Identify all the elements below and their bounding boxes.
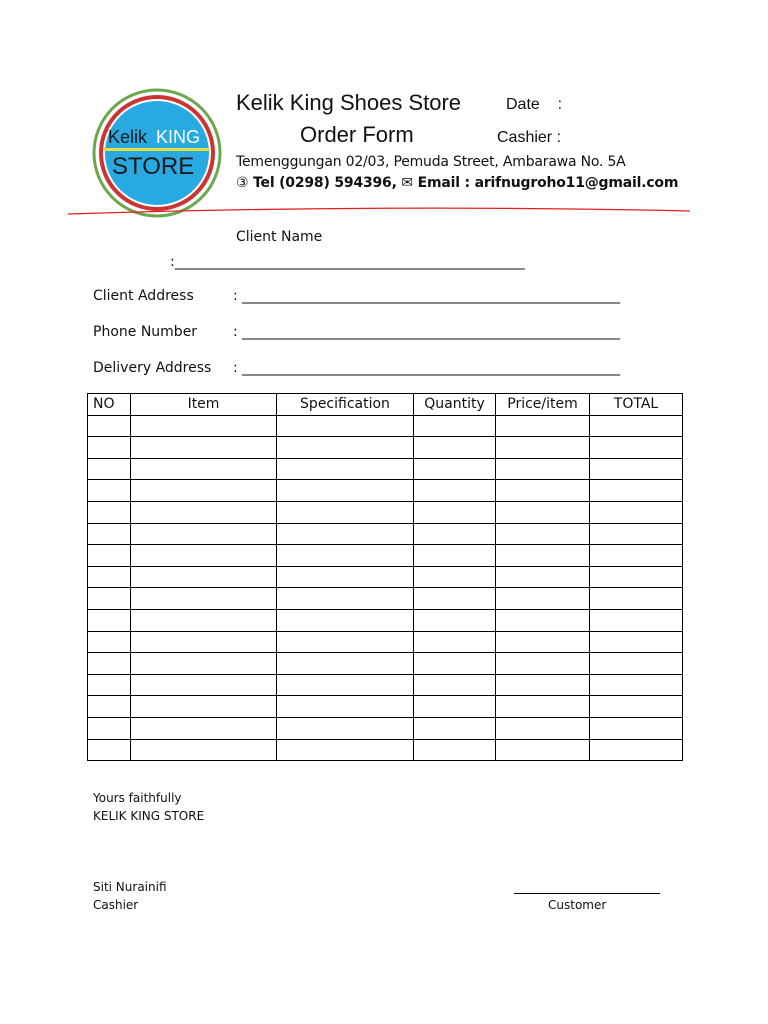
- client-address-field[interactable]: : ______________________________________________________: [233, 288, 621, 304]
- table-cell[interactable]: [277, 739, 414, 761]
- table-cell[interactable]: [590, 566, 683, 588]
- table-cell[interactable]: [131, 674, 277, 696]
- table-cell[interactable]: [131, 609, 277, 631]
- cashier-role: Cashier: [93, 898, 139, 912]
- client-name-field[interactable]: :__________________________________________________: [170, 254, 525, 270]
- table-header-row: [88, 394, 683, 416]
- table-cell[interactable]: [131, 458, 277, 480]
- logo-word-king: KING: [156, 127, 201, 147]
- table-cell[interactable]: [590, 609, 683, 631]
- table-cell[interactable]: [496, 458, 590, 480]
- table-cell[interactable]: [131, 501, 277, 523]
- table-cell[interactable]: [131, 739, 277, 761]
- delivery-address-label: Delivery Address: [93, 360, 212, 376]
- table-cell[interactable]: [88, 653, 131, 675]
- table-row: [88, 545, 683, 567]
- table-cell[interactable]: [414, 415, 496, 437]
- table-cell[interactable]: [88, 696, 131, 718]
- table-cell[interactable]: [496, 653, 590, 675]
- table-cell[interactable]: [131, 437, 277, 459]
- logo-word-kelik: Kelik: [108, 127, 148, 147]
- table-cell[interactable]: [496, 501, 590, 523]
- cashier-name: Siti Nurainifi: [93, 880, 167, 894]
- table-cell[interactable]: [590, 631, 683, 653]
- table-cell[interactable]: [496, 674, 590, 696]
- table-row: [88, 653, 683, 675]
- contact-line: [236, 175, 678, 191]
- table-cell[interactable]: [590, 653, 683, 675]
- store-logo: [92, 88, 222, 218]
- table-cell[interactable]: [590, 739, 683, 761]
- table-cell[interactable]: [590, 480, 683, 502]
- table-cell[interactable]: [590, 437, 683, 459]
- table-cell[interactable]: [496, 717, 590, 739]
- table-cell[interactable]: [277, 437, 414, 459]
- table-row: [88, 674, 683, 696]
- table-row: [88, 501, 683, 523]
- table-cell[interactable]: [131, 588, 277, 610]
- table-cell[interactable]: [590, 696, 683, 718]
- table-cell[interactable]: [88, 437, 131, 459]
- table-cell[interactable]: [496, 437, 590, 459]
- table-cell[interactable]: [414, 523, 496, 545]
- table-cell[interactable]: [131, 631, 277, 653]
- table-cell[interactable]: [414, 653, 496, 675]
- table-cell[interactable]: [496, 696, 590, 718]
- table-cell[interactable]: [590, 545, 683, 567]
- table-cell[interactable]: [131, 653, 277, 675]
- phone-text: Tel (0298) 594396,: [253, 175, 397, 191]
- table-cell[interactable]: [88, 523, 131, 545]
- table-cell[interactable]: [414, 545, 496, 567]
- table-cell[interactable]: [590, 458, 683, 480]
- customer-signature-line: [514, 893, 660, 894]
- table-cell[interactable]: [277, 415, 414, 437]
- table-cell[interactable]: [414, 458, 496, 480]
- delivery-address-field[interactable]: : ______________________________________________________: [233, 360, 621, 376]
- closing-text: Yours faithfully: [93, 791, 182, 805]
- table-cell[interactable]: [88, 458, 131, 480]
- table-cell[interactable]: [414, 674, 496, 696]
- table-cell[interactable]: [590, 588, 683, 610]
- table-row: [88, 739, 683, 761]
- col-header-specification: Specification: [277, 394, 414, 416]
- table-cell[interactable]: [496, 739, 590, 761]
- table-cell[interactable]: [131, 566, 277, 588]
- table-cell[interactable]: [88, 609, 131, 631]
- table-cell[interactable]: [88, 566, 131, 588]
- table-cell[interactable]: [88, 415, 131, 437]
- table-cell[interactable]: [88, 631, 131, 653]
- store-address: Temenggungan 02/03, Pemuda Street, Ambarawa No. 5A: [236, 154, 626, 170]
- client-name-label: Client Name: [236, 229, 323, 245]
- table-row: [88, 437, 683, 459]
- table-cell[interactable]: [277, 631, 414, 653]
- table-cell[interactable]: [590, 501, 683, 523]
- store-signature: KELIK KING STORE: [93, 809, 205, 823]
- form-title: Order Form: [300, 122, 414, 147]
- table-cell[interactable]: [277, 696, 414, 718]
- table-cell[interactable]: [131, 717, 277, 739]
- order-table: [87, 393, 683, 761]
- table-cell[interactable]: [131, 480, 277, 502]
- table-cell[interactable]: [414, 631, 496, 653]
- envelope-icon: ✉: [401, 175, 413, 191]
- col-header-price-item: Price/item: [496, 394, 590, 416]
- table-cell[interactable]: [414, 609, 496, 631]
- table-cell[interactable]: [414, 566, 496, 588]
- table-cell[interactable]: [590, 415, 683, 437]
- table-cell[interactable]: [590, 717, 683, 739]
- store-name: Kelik King Shoes Store: [236, 90, 462, 115]
- table-cell[interactable]: [277, 501, 414, 523]
- table-cell[interactable]: [496, 523, 590, 545]
- table-cell[interactable]: [414, 480, 496, 502]
- table-cell[interactable]: [277, 588, 414, 610]
- table-row: [88, 696, 683, 718]
- table-cell[interactable]: [277, 609, 414, 631]
- table-cell[interactable]: [88, 501, 131, 523]
- table-cell[interactable]: [277, 523, 414, 545]
- table-cell[interactable]: [414, 739, 496, 761]
- table-cell[interactable]: [414, 437, 496, 459]
- table-cell[interactable]: [88, 739, 131, 761]
- col-header-total: TOTAL: [590, 394, 683, 416]
- table-cell[interactable]: [496, 631, 590, 653]
- table-cell[interactable]: [131, 696, 277, 718]
- table-cell[interactable]: [414, 696, 496, 718]
- table-cell[interactable]: [496, 609, 590, 631]
- table-cell[interactable]: [590, 674, 683, 696]
- table-cell[interactable]: [88, 588, 131, 610]
- phone-number-field[interactable]: : ______________________________________________________: [233, 324, 621, 340]
- table-cell[interactable]: [131, 415, 277, 437]
- phone-number-label: Phone Number: [93, 324, 198, 340]
- table-cell[interactable]: [88, 545, 131, 567]
- table-cell[interactable]: [277, 458, 414, 480]
- table-cell[interactable]: [131, 523, 277, 545]
- table-cell[interactable]: [414, 501, 496, 523]
- cashier-label: Cashier :: [497, 129, 562, 146]
- logo-word-store: STORE: [112, 153, 195, 180]
- customer-role: Customer: [548, 898, 607, 912]
- table-cell[interactable]: [277, 566, 414, 588]
- table-cell[interactable]: [496, 566, 590, 588]
- table-cell[interactable]: [496, 588, 590, 610]
- table-cell[interactable]: [277, 653, 414, 675]
- table-cell[interactable]: [131, 545, 277, 567]
- col-header-item: Item: [131, 394, 277, 416]
- table-row: [88, 717, 683, 739]
- header-divider: [0, 200, 768, 230]
- table-cell[interactable]: [277, 717, 414, 739]
- phone-icon: ③: [236, 175, 249, 191]
- table-cell[interactable]: [277, 480, 414, 502]
- table-row: [88, 458, 683, 480]
- table-row: [88, 609, 683, 631]
- table-cell[interactable]: [496, 480, 590, 502]
- table-cell[interactable]: [88, 717, 131, 739]
- table-cell[interactable]: [496, 545, 590, 567]
- table-cell[interactable]: [88, 674, 131, 696]
- table-row: [88, 566, 683, 588]
- table-cell[interactable]: [88, 480, 131, 502]
- table-cell[interactable]: [590, 523, 683, 545]
- table-row: [88, 631, 683, 653]
- table-cell[interactable]: [414, 588, 496, 610]
- table-cell[interactable]: [277, 545, 414, 567]
- date-label: Date :: [506, 96, 563, 113]
- email-text: Email : arifnugroho11@gmail.com: [417, 175, 679, 191]
- table-cell[interactable]: [414, 717, 496, 739]
- table-row: [88, 588, 683, 610]
- col-header-no: NO: [88, 394, 131, 416]
- table-row: [88, 480, 683, 502]
- col-header-quantity: Quantity: [414, 394, 496, 416]
- table-row: [88, 415, 683, 437]
- table-row: [88, 523, 683, 545]
- table-cell[interactable]: [496, 415, 590, 437]
- table-cell[interactable]: [277, 674, 414, 696]
- client-address-label: Client Address: [93, 288, 194, 304]
